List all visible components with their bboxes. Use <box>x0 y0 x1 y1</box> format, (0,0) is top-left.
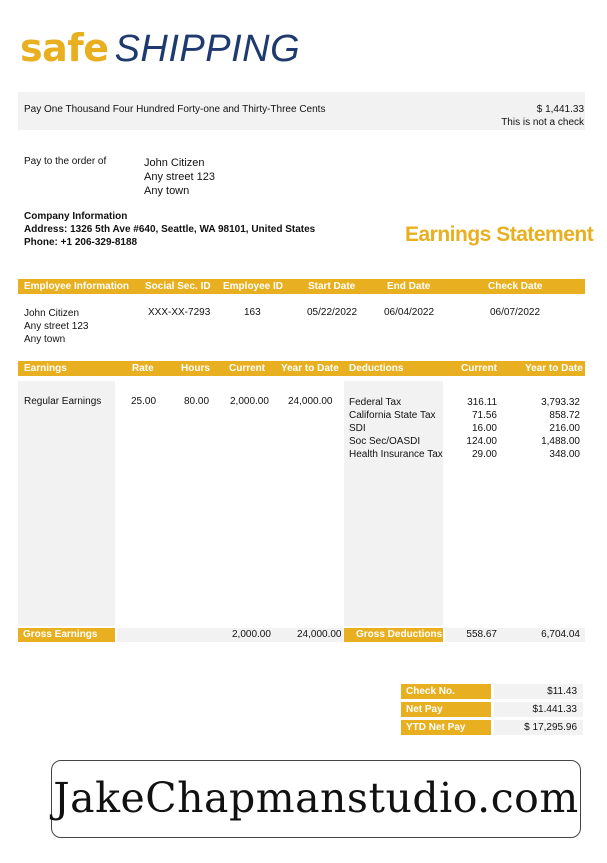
gross-earnings-label: Gross Earnings <box>18 628 115 642</box>
deduction-current: 29.00 <box>471 449 497 460</box>
hdr-ded-current: Current <box>461 363 498 374</box>
earnings-name-column <box>18 381 115 626</box>
hdr-current: Current <box>229 363 266 374</box>
pay-amount-words: Pay One Thousand Four Hundred Forty-one and Thirty-Three Cents <box>24 104 326 115</box>
logo-shipping-text: SHIPPING <box>114 28 301 70</box>
deduction-ytd: 858.72 <box>549 410 580 421</box>
hdr-end-date: End Date <box>387 281 431 292</box>
company-info <box>24 210 315 249</box>
gross-current: 2,000.00 <box>232 629 271 640</box>
hdr-check-date: Check Date <box>488 281 543 292</box>
hdr-deductions: Deductions <box>349 363 404 374</box>
deductions-ytd-total: 6,704.04 <box>541 629 580 640</box>
deduction-ytd: 3,793.32 <box>541 397 580 408</box>
logo-safe-text: safe <box>20 26 109 70</box>
pay-amount-figure: $ 1,441.33 <box>536 104 584 115</box>
deduction-current: 316.11 <box>467 397 497 408</box>
start-date: 05/22/2022 <box>307 307 358 318</box>
deduction-current: 16.00 <box>471 423 497 434</box>
deduction-ytd: 1,488.00 <box>541 436 580 447</box>
payee-town: Any town <box>144 185 190 197</box>
company-logo <box>20 26 300 70</box>
hdr-ssn: Social Sec. ID <box>145 281 211 292</box>
earning-current: 2,000.00 <box>230 396 269 407</box>
net-pay-value: $1.441.33 <box>494 702 583 717</box>
hdr-rate: Rate <box>132 363 154 374</box>
earning-rate: 25.00 <box>131 396 157 407</box>
employee-name: John Citizen <box>24 308 80 319</box>
deduction-name: Federal Tax <box>349 397 402 408</box>
payee-name: John Citizen <box>144 157 205 169</box>
company-address: Address: 1326 5th Ave #640, Seattle, WA 98101, United States <box>24 224 316 235</box>
deduction-currents <box>450 396 497 461</box>
hdr-year-to-date: Year to Date <box>281 363 339 374</box>
deduction-current: 71.56 <box>471 410 497 421</box>
earnings-header-bar <box>18 361 585 376</box>
deduction-name: California State Tax <box>349 410 436 421</box>
earning-ytd: 24,000.00 <box>288 396 333 407</box>
hdr-employee-info: Employee Information <box>24 281 130 292</box>
deduction-ytds <box>510 396 580 461</box>
hdr-start-date: Start Date <box>308 281 356 292</box>
hdr-hours: Hours <box>181 363 210 374</box>
pay-to-label: Pay to the order of <box>24 156 107 167</box>
check-no-label: Check No. <box>401 684 491 699</box>
company-phone: Phone: +1 206-329-8188 <box>24 237 138 248</box>
ytd-net-pay-value: $ 17,295.96 <box>494 720 583 735</box>
employee-header-bar <box>18 279 585 294</box>
deduction-current: 124.00 <box>466 436 497 447</box>
watermark-banner: JakeChapmanstudio.com <box>51 760 581 838</box>
deduction-names <box>349 396 443 461</box>
deduction-ytd: 216.00 <box>549 423 580 434</box>
check-date: 06/07/2022 <box>490 307 541 318</box>
not-a-check-note: This is not a check <box>501 117 584 128</box>
hdr-ded-year-to-date: Year to Date <box>525 363 583 374</box>
payee-street: Any street 123 <box>144 171 215 183</box>
hdr-employee-id: Employee ID <box>223 281 284 292</box>
deduction-name: Soc Sec/OASDI <box>349 436 421 447</box>
company-heading: Company Information <box>24 211 128 222</box>
statement-title: Earnings Statement <box>405 223 594 246</box>
employee-id: 163 <box>244 307 261 318</box>
check-no-value: $11.43 <box>494 684 583 699</box>
employee-ssn: XXX-XX-7293 <box>148 307 211 318</box>
hdr-earnings: Earnings <box>24 363 67 374</box>
employee-address <box>24 307 88 346</box>
deduction-name: SDI <box>349 423 366 434</box>
net-pay-label: Net Pay <box>401 702 491 717</box>
deductions-current-total: 558.67 <box>466 629 497 640</box>
gross-ytd: 24,000.00 <box>297 629 342 640</box>
end-date: 06/04/2022 <box>384 307 435 318</box>
deduction-name: Health Insurance Tax <box>349 449 443 460</box>
employee-town: Any town <box>24 334 66 345</box>
payee-address <box>144 156 215 198</box>
earning-hours: 80.00 <box>184 396 210 407</box>
gross-deductions-label: Gross Deductions <box>344 628 443 642</box>
ytd-net-pay-label: YTD Net Pay <box>401 720 491 735</box>
deduction-ytd: 348.00 <box>549 449 580 460</box>
earning-name: Regular Earnings <box>24 396 102 407</box>
employee-street: Any street 123 <box>24 321 89 332</box>
